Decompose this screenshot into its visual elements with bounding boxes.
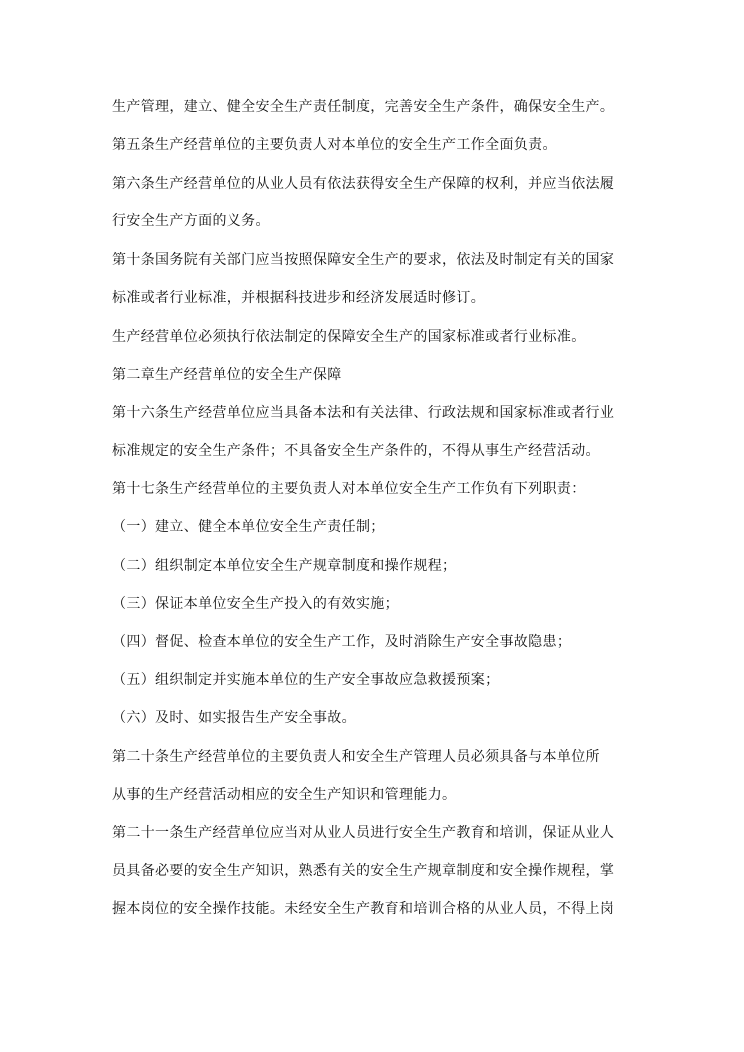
list-item: （三）保证本单位安全生产投入的有效实施； (112, 596, 399, 612)
list-item: （四）督促、检查本单位的安全生产工作，及时消除生产安全事故隐患； (112, 634, 572, 650)
text-line: 生产管理，建立、健全安全生产责任制度，完善安全生产条件，确保安全生产。 (112, 99, 615, 115)
text-line: 第二十条生产经营单位的主要负责人和安全生产管理人员必须具备与本单位所 (112, 749, 600, 765)
text-line: 行安全生产方面的义务。 (112, 213, 270, 229)
list-item: （一）建立、健全本单位安全生产责任制； (112, 519, 385, 535)
list-item: （六）及时、如实报告生产安全事故。 (112, 710, 356, 726)
text-line: 第十六条生产经营单位应当具备本法和有关法律、行政法规和国家标准或者行业 (112, 405, 615, 421)
text-line: 第六条生产经营单位的从业人员有依法获得安全生产保障的权利，并应当依法履 (112, 176, 615, 192)
chapter-heading: 第二章生产经营单位的安全生产保障 (112, 367, 342, 383)
text-line: 标准或者行业标准，并根据科技进步和经济发展适时修订。 (112, 290, 486, 306)
text-line: 标准规定的安全生产条件；不具备安全生产条件的，不得从事生产经营活动。 (112, 443, 600, 459)
text-line: 第二十一条生产经营单位应当对从业人员进行安全生产教育和培训，保证从业人 (112, 825, 615, 841)
list-item: （五）组织制定并实施本单位的生产安全事故应急救援预案； (112, 672, 500, 688)
text-line: 第五条生产经营单位的主要负责人对本单位的安全生产工作全面负责。 (112, 137, 557, 153)
text-line: 第十条国务院有关部门应当按照保障安全生产的要求，依法及时制定有关的国家 (112, 252, 615, 268)
text-line: 从事的生产经营活动相应的安全生产知识和管理能力。 (112, 787, 457, 803)
text-line: 握本岗位的安全操作技能。未经安全生产教育和培训合格的从业人员，不得上岗 (112, 901, 615, 917)
text-line: 员具备必要的安全生产知识，熟悉有关的安全生产规章制度和安全操作规程，掌 (112, 863, 615, 879)
list-item: （二）组织制定本单位安全生产规章制度和操作规程； (112, 558, 457, 574)
text-line: 生产经营单位必须执行依法制定的保障安全生产的国家标准或者行业标准。 (112, 329, 586, 345)
text-line: 第十七条生产经营单位的主要负责人对本单位安全生产工作负有下列职责： (112, 481, 586, 497)
